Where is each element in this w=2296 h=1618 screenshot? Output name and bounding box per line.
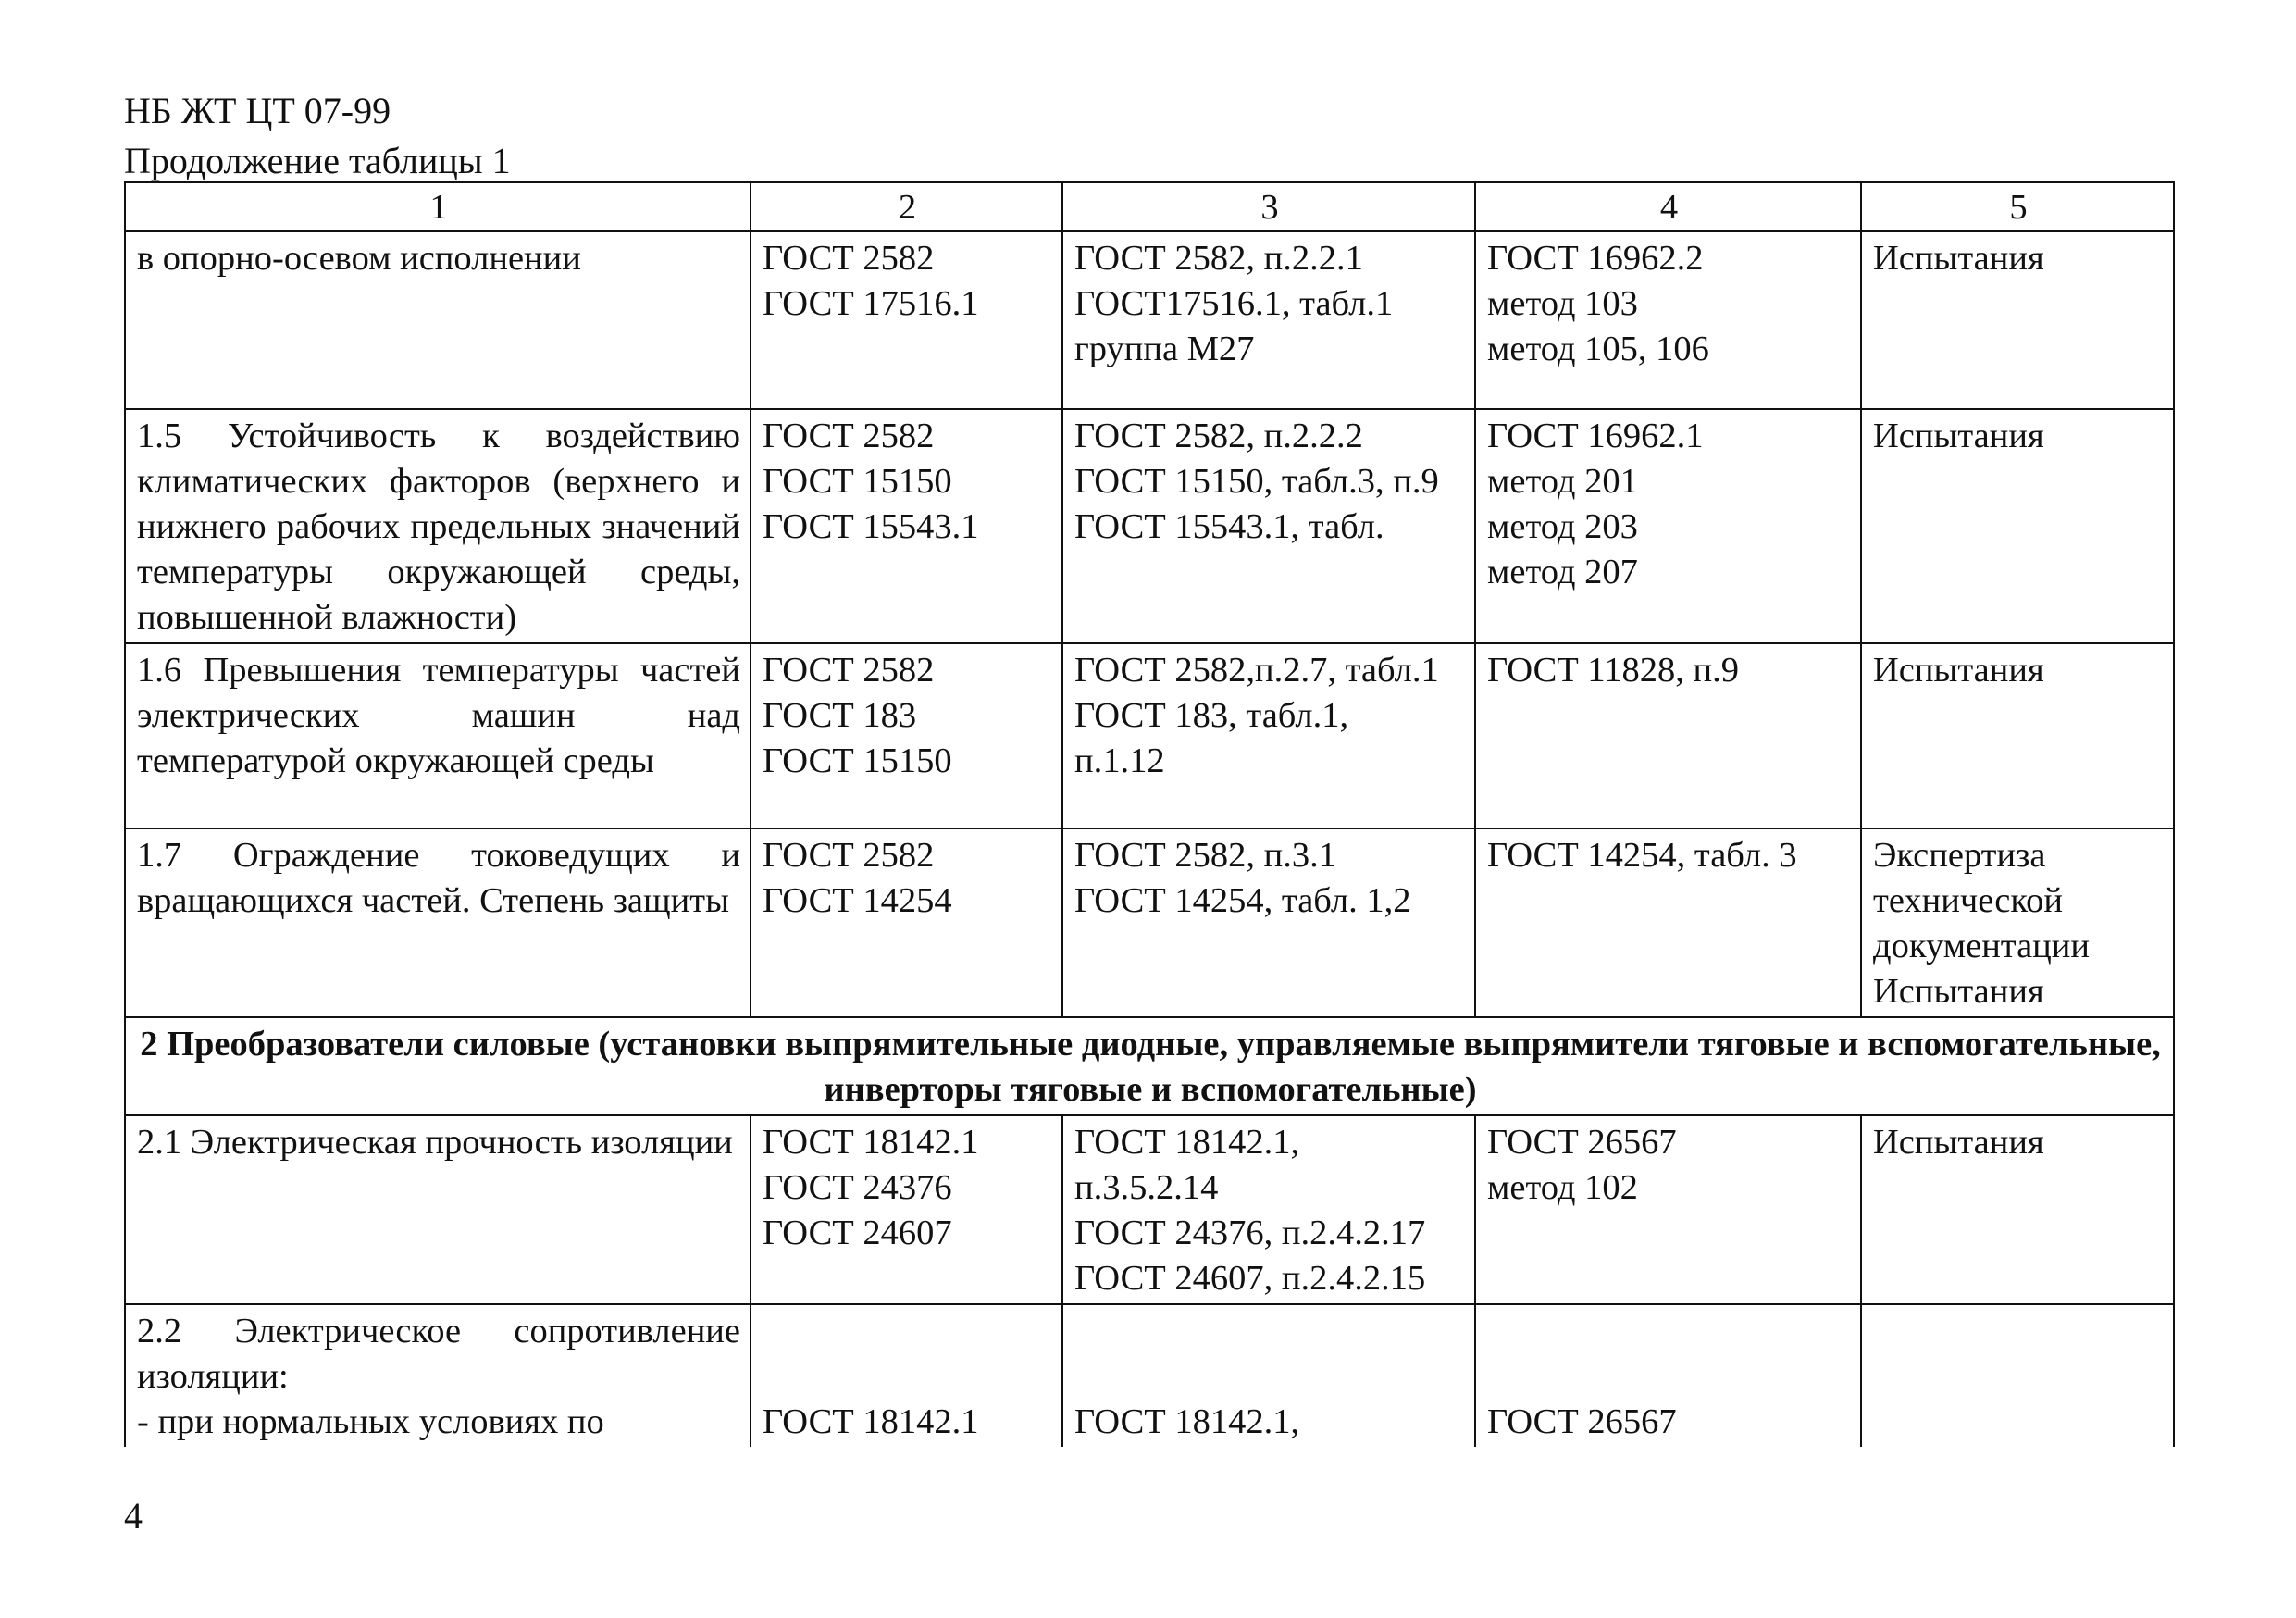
parameter-cell: 1.7 Ограждение токоведущих и вращающихся частей. Степень защиты xyxy=(125,828,751,1017)
normative-document-cell: ГОСТ 18142.1 ГОСТ 24376 ГОСТ 24607 xyxy=(751,1115,1062,1304)
requirement-clause-cell: ГОСТ 18142.1, п.3.5.2.14 ГОСТ 24376, п.2.4.2.17 ГОСТ 24607, п.2.4.2.15 xyxy=(1062,1115,1475,1304)
table-header-row xyxy=(125,182,2174,231)
normative-document-cell: ГОСТ 2582 ГОСТ 15150 ГОСТ 15543.1 xyxy=(751,409,1062,643)
section-heading-row xyxy=(125,1017,2174,1115)
verification-type-cell: Экспертиза технической документации Испытания xyxy=(1861,828,2174,1017)
verification-type-cell: Испытания xyxy=(1861,231,2174,409)
requirement-clause-cell: ГОСТ 2582, п.2.2.1 ГОСТ17516.1, табл.1 группа М27 xyxy=(1062,231,1475,409)
test-method-cell: ГОСТ 16962.2 метод 103 метод 105, 106 xyxy=(1475,231,1861,409)
column-header-1: 1 xyxy=(125,182,751,231)
table-row xyxy=(125,409,2174,643)
table-row xyxy=(125,1115,2174,1304)
test-method-cell: ГОСТ 16962.1 метод 201 метод 203 метод 207 xyxy=(1475,409,1861,643)
verification-type-cell: Испытания xyxy=(1861,1115,2174,1304)
table-row xyxy=(125,643,2174,828)
normative-document-cell: ГОСТ 2582 ГОСТ 183 ГОСТ 15150 xyxy=(751,643,1062,828)
test-method-cell: ГОСТ 26567 xyxy=(1475,1304,1861,1447)
normative-document-cell: ГОСТ 2582 ГОСТ 14254 xyxy=(751,828,1062,1017)
parameter-cell: 1.6 Превышения температуры частей электрических машин над температурой окружающей среды xyxy=(125,643,751,828)
column-header-2: 2 xyxy=(751,182,1062,231)
parameter-cell: 1.5 Устойчивость к воздействию климатических факторов (верхнего и нижнего рабочих предельных значений температуры окружающей среды, повышенной влажности) xyxy=(125,409,751,643)
section-2-heading: 2 Преобразователи силовые (установки выпрямительные диодные, управляемые выпрямители тяговые и вспомогательные, инверторы тяговые и вспомогательные) xyxy=(125,1017,2174,1115)
test-method-cell: ГОСТ 26567 метод 102 xyxy=(1475,1115,1861,1304)
table-continuation-caption: Продолжение таблицы 1 xyxy=(124,140,511,181)
column-header-3: 3 xyxy=(1062,182,1475,231)
requirement-clause-cell: ГОСТ 2582, п.2.2.2 ГОСТ 15150, табл.3, п.9 ГОСТ 15543.1, табл. xyxy=(1062,409,1475,643)
verification-type-cell: Испытания xyxy=(1861,409,2174,643)
test-method-cell: ГОСТ 11828, п.9 xyxy=(1475,643,1861,828)
verification-type-cell xyxy=(1861,1304,2174,1447)
parameter-cell: 2.1 Электрическая прочность изоляции xyxy=(125,1115,751,1304)
requirement-clause-cell: ГОСТ 2582,п.2.7, табл.1 ГОСТ 183, табл.1, п.1.12 xyxy=(1062,643,1475,828)
parameter-cell: 2.2 Электрическое сопротивление изоляции: - при нормальных условиях по xyxy=(125,1304,751,1447)
requirement-clause-cell: ГОСТ 18142.1, xyxy=(1062,1304,1475,1447)
table-row xyxy=(125,1304,2174,1447)
table-row xyxy=(125,828,2174,1017)
test-method-cell: ГОСТ 14254, табл. 3 xyxy=(1475,828,1861,1017)
column-header-4: 4 xyxy=(1475,182,1861,231)
page-number: 4 xyxy=(124,1495,143,1537)
requirements-table xyxy=(124,181,2175,1447)
normative-document-cell: ГОСТ 2582 ГОСТ 17516.1 xyxy=(751,231,1062,409)
parameter-cell: в опорно-осевом исполнении xyxy=(125,231,751,409)
verification-type-cell: Испытания xyxy=(1861,643,2174,828)
table-row xyxy=(125,231,2174,409)
requirement-clause-cell: ГОСТ 2582, п.3.1 ГОСТ 14254, табл. 1,2 xyxy=(1062,828,1475,1017)
document-code: НБ ЖТ ЦТ 07-99 xyxy=(124,90,391,131)
normative-document-cell: ГОСТ 18142.1 xyxy=(751,1304,1062,1447)
column-header-5: 5 xyxy=(1861,182,2174,231)
